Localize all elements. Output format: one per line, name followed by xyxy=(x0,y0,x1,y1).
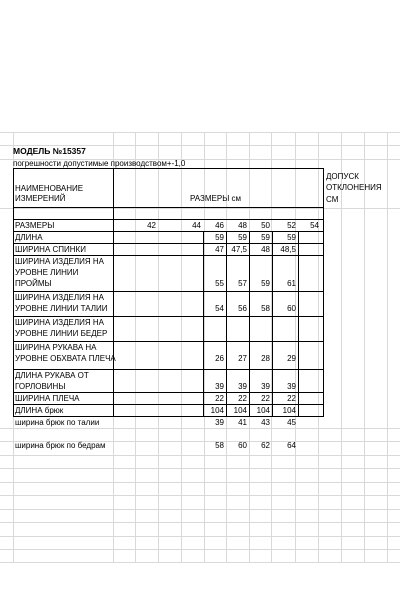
cell-value: 59 xyxy=(287,233,296,242)
cell-value: 104 xyxy=(282,406,296,415)
cell-value: 59 xyxy=(238,233,247,242)
cell-value: 59 xyxy=(215,233,224,242)
row-label: УРОВНЕ ЛИНИИ ТАЛИИ xyxy=(15,304,108,313)
cell-value: 44 xyxy=(192,221,201,230)
header-name-line2: ИЗМЕРЕНИЙ xyxy=(15,194,66,203)
cell-value: 28 xyxy=(261,354,270,363)
cell-value: 39 xyxy=(238,382,247,391)
cell-value: 62 xyxy=(261,441,270,450)
cell-value: 55 xyxy=(215,279,224,288)
header-sizes: РАЗМЕРЫ см xyxy=(190,194,242,203)
cell-value: 47 xyxy=(215,245,224,254)
row-label: УРОВНЕ ОБХВАТА ПЛЕЧА xyxy=(15,354,116,363)
cell-value: 60 xyxy=(238,441,247,450)
cell-value: 22 xyxy=(261,394,270,403)
cell-value: 60 xyxy=(287,304,296,313)
row-label: ширина брюк по талии xyxy=(15,418,100,427)
row-label: УРОВНЕ ЛИНИИ xyxy=(15,268,79,277)
cell-value: 47,5 xyxy=(231,245,247,254)
row-label: ДЛИНА РУКАВА ОТ xyxy=(15,371,89,380)
cell-value: 56 xyxy=(238,304,247,313)
row-label: ШИРИНА ИЗДЕЛИЯ НА xyxy=(15,318,104,327)
row-label: ДЛИНА xyxy=(15,233,43,242)
cell-value: 39 xyxy=(215,382,224,391)
row-label: ШИРИНА ПЛЕЧА xyxy=(15,394,80,403)
cell-value: 22 xyxy=(215,394,224,403)
cell-value: 57 xyxy=(238,279,247,288)
header-dev-line3: СМ xyxy=(326,195,339,204)
row-label: ШИРИНА РУКАВА НА xyxy=(15,343,97,352)
cell-value: 54 xyxy=(215,304,224,313)
cell-value: 54 xyxy=(310,221,319,230)
row-label: ШИРИНА ИЗДЕЛИЯ НА xyxy=(15,257,104,266)
row-label: ГОРЛОВИНЫ xyxy=(15,382,66,391)
cell-value: 61 xyxy=(287,279,296,288)
cell-value: 29 xyxy=(287,354,296,363)
row-label: ДЛИНА брюк xyxy=(15,406,64,415)
cell-value: 45 xyxy=(287,418,296,427)
row-label: ШИРИНА ИЗДЕЛИЯ НА xyxy=(15,293,104,302)
cell-value: 48 xyxy=(261,245,270,254)
cell-value: 104 xyxy=(233,406,247,415)
cell-value: 39 xyxy=(261,382,270,391)
cell-value: 39 xyxy=(287,382,296,391)
tolerance-note: погрешности допустимые производством+-1,0 xyxy=(13,159,186,168)
cell-value: 27 xyxy=(238,354,247,363)
cell-value: 46 xyxy=(215,221,224,230)
cell-value: 59 xyxy=(261,279,270,288)
header-dev-line2: ОТКЛОНЕНИЯ xyxy=(326,183,382,192)
cell-value: 48 xyxy=(238,221,247,230)
cell-value: 104 xyxy=(210,406,224,415)
cell-value: 43 xyxy=(261,418,270,427)
cell-value: 42 xyxy=(147,221,156,230)
cell-value: 26 xyxy=(215,354,224,363)
cell-value: 50 xyxy=(261,221,270,230)
cell-value: 58 xyxy=(215,441,224,450)
row-label: УРОВНЕ ЛИНИИ БЕДЕР xyxy=(15,329,108,338)
header-name-line1: НАИМЕНОВАНИЕ xyxy=(15,184,84,193)
cell-value: 52 xyxy=(287,221,296,230)
cell-value: 39 xyxy=(215,418,224,427)
cell-value: 41 xyxy=(238,418,247,427)
cell-value: 59 xyxy=(261,233,270,242)
row-label: РАЗМЕРЫ xyxy=(15,221,55,230)
row-label: ШИРИНА СПИНКИ xyxy=(15,245,86,254)
row-label: ПРОЙМЫ xyxy=(15,279,52,288)
cell-value: 48,5 xyxy=(280,245,296,254)
cell-value: 22 xyxy=(287,394,296,403)
header-dev-line1: ДОПУСК xyxy=(326,172,359,181)
cell-value: 58 xyxy=(261,304,270,313)
row-label: ширина брюк по бедрам xyxy=(15,441,106,450)
cell-value: 64 xyxy=(287,441,296,450)
cell-value: 104 xyxy=(256,406,270,415)
cell-value: 22 xyxy=(238,394,247,403)
model-title: МОДЕЛЬ №15357 xyxy=(13,146,86,156)
